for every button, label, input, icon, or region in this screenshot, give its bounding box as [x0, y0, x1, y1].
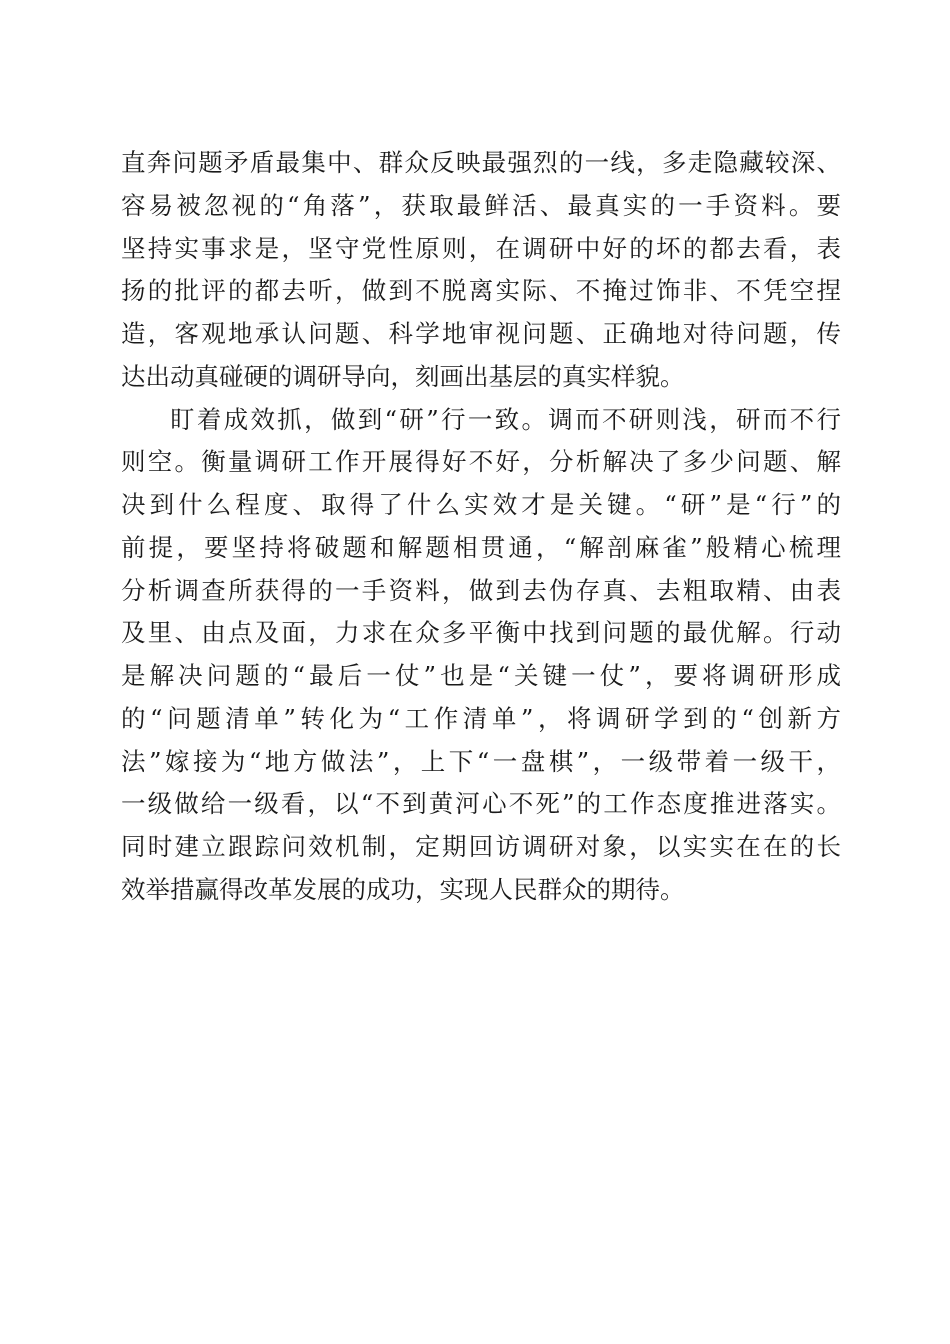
- document-body: [121, 142, 841, 912]
- paragraph-1: [121, 142, 841, 399]
- paragraph-line: 造，客观地承认问题、科学地审视问题、正确地对待问题，传: [121, 319, 841, 348]
- paragraph-line: 一级做给一级看，以“不到黄河心不死”的工作态度推进落实。: [121, 789, 841, 819]
- paragraph-line: 则空。衡量调研工作开展得好不好，分析解决了多少问题、解: [121, 447, 841, 477]
- paragraph-line: 决到什么程度、取得了什么实效才是关键。“研”是“行”的: [121, 490, 841, 519]
- paragraph-line: 盯着成效抓，做到“研”行一致。调而不研则浅，研而不行: [170, 404, 841, 434]
- paragraph-line: 效举措赢得改革发展的成功，实现人民群众的期待。: [121, 874, 685, 904]
- paragraph-line: 直奔问题矛盾最集中、群众反映最强烈的一线，多走隐藏较深、: [121, 148, 841, 177]
- paragraph-2: [121, 399, 841, 912]
- paragraph-line: 及里、由点及面，力求在众多平衡中找到问题的最优解。行动: [121, 618, 841, 648]
- paragraph-line: 扬的批评的都去听，做到不脱离实际、不掩过饰非、不凭空捏: [121, 276, 841, 306]
- paragraph-line: 达出动真碰硬的调研导向，刻画出基层的真实样貌。: [121, 361, 685, 391]
- paragraph-line: 的“问题清单”转化为“工作清单”，将调研学到的“创新方: [121, 703, 841, 733]
- paragraph-line: 分析调查所获得的一手资料，做到去伪存真、去粗取精、由表: [121, 575, 841, 605]
- paragraph-line: 前提，要坚持将破题和解题相贯通，“解剖麻雀”般精心梳理: [121, 532, 841, 562]
- paragraph-line: 坚持实事求是，坚守党性原则，在调研中好的坏的都去看，表: [121, 233, 841, 263]
- paragraph-line: 容易被忽视的“角落”，获取最鲜活、最真实的一手资料。要: [121, 190, 841, 220]
- paragraph-line: 同时建立跟踪问效机制，定期回访调研对象，以实实在在的长: [121, 832, 841, 861]
- paragraph-line: 是解决问题的“最后一仗”也是“关键一仗”，要将调研形成: [121, 661, 841, 690]
- paragraph-line: 法”嫁接为“地方做法”，上下“一盘棋”，一级带着一级干，: [121, 746, 841, 776]
